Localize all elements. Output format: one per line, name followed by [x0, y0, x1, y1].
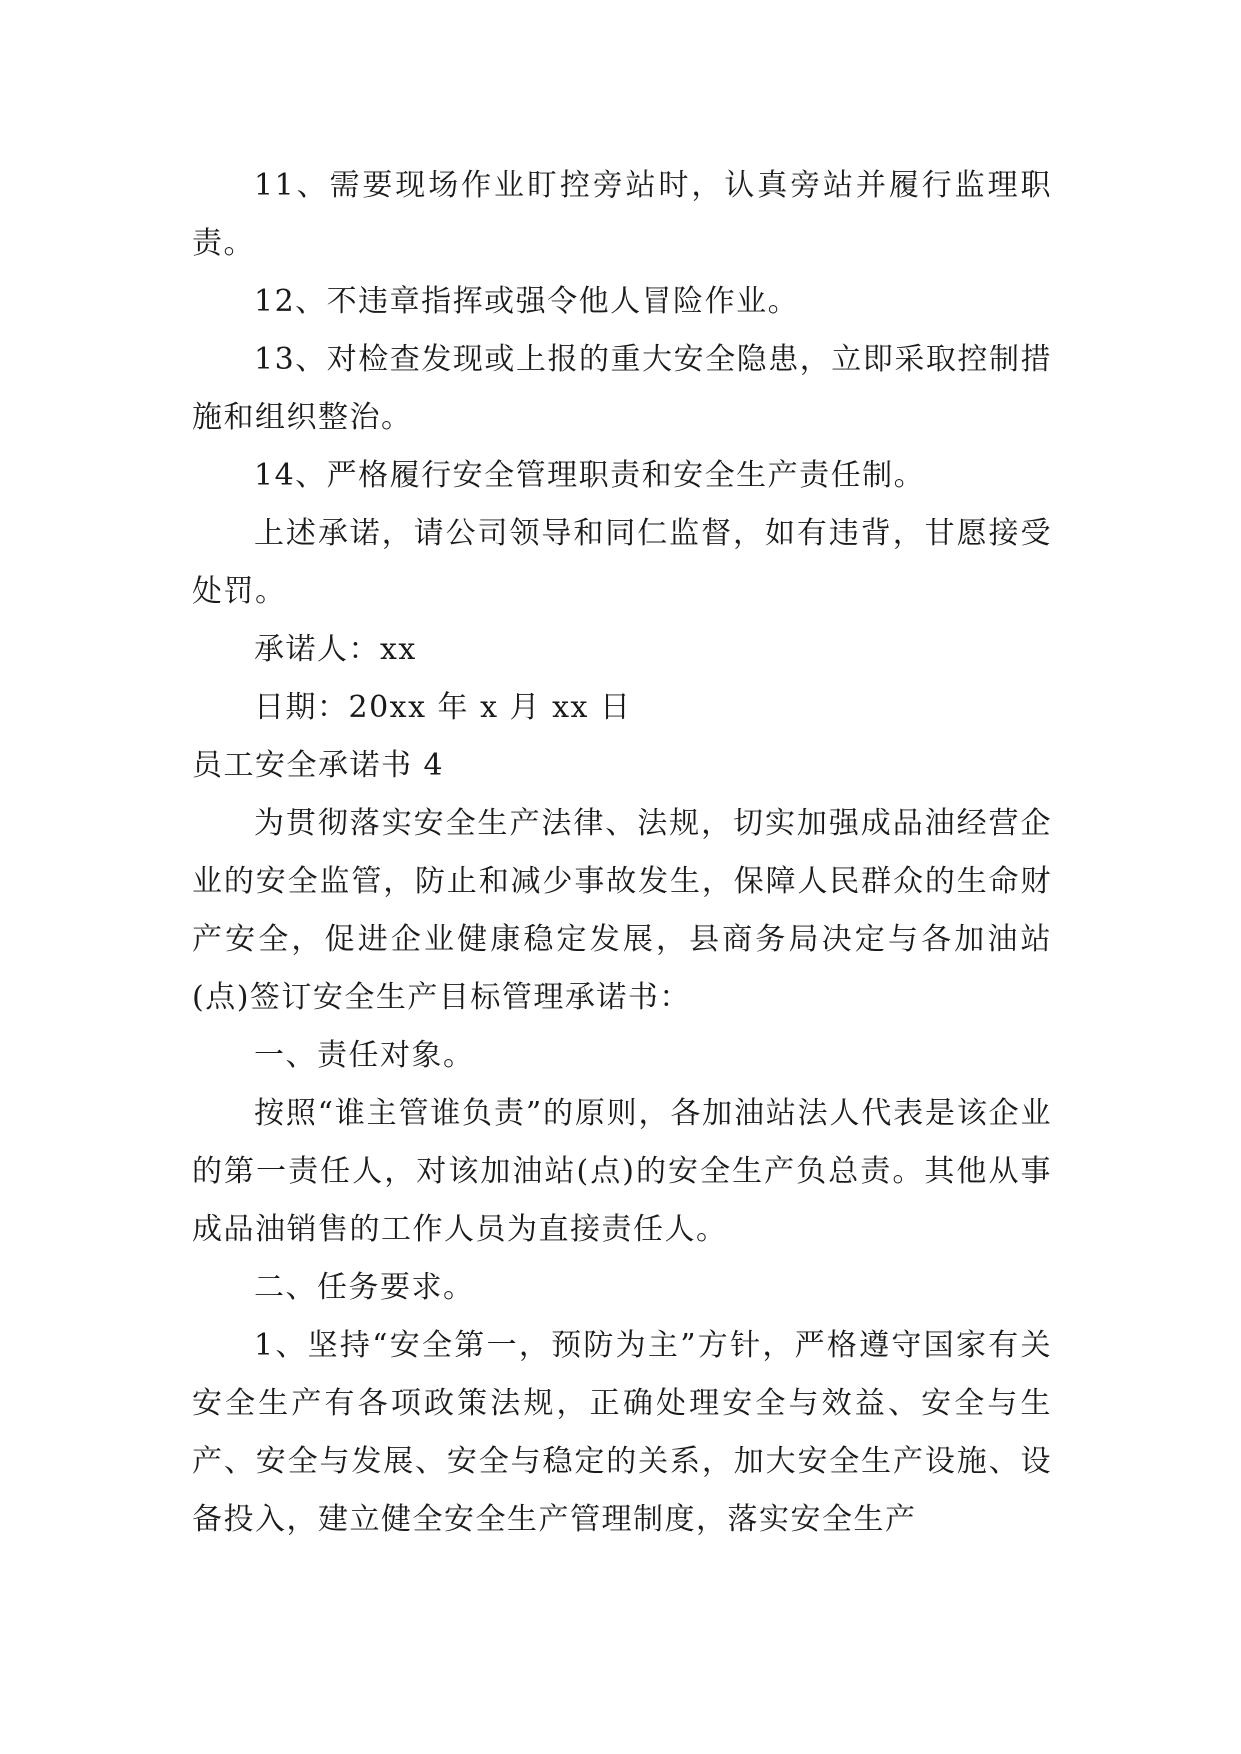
paragraph-pledge-statement: 上述承诺，请公司领导和同仁监督，如有违背，甘愿接受处罚。: [192, 516, 1052, 609]
date-line: 日期：20xx 年 x 月 xx 日: [254, 690, 632, 725]
paragraph-item-11: 11、需要现场作业盯控旁站时，认真旁站并履行监理职责。: [192, 168, 1052, 261]
paragraph-item-13: 13、对检查发现或上报的重大安全隐患，立即采取控制措施和组织整治。: [192, 342, 1052, 435]
paragraph-responsibility: 按照“谁主管谁负责”的原则，各加油站法人代表是该企业的第一责任人，对该加油站(点)的安全生产负总责。其他从事成品油销售的工作人员为直接责任人。: [192, 1096, 1052, 1247]
heading-task-requirements: 二、任务要求。: [254, 1270, 475, 1305]
paragraph-intro: 为贯彻落实安全生产法律、法规，切实加强成品油经营企业的安全监管，防止和减少事故发生，保障人民群众的生命财产安全，促进企业健康稳定发展，县商务局决定与各加油站(点)签订安全生产目标管理承诺书：: [192, 806, 1052, 1015]
paragraph-task-1: 1、坚持“安全第一，预防为主”方针，严格遵守国家有关安全生产有各项政策法规，正确处理安全与效益、安全与生产、安全与发展、安全与稳定的关系，加大安全生产设施、设备投入，建立健全安全生产管理制度，落实安全生产: [192, 1328, 1052, 1537]
signatory-line: 承诺人：xx: [254, 632, 417, 667]
heading-responsibility-object: 一、责任对象。: [254, 1038, 475, 1073]
section-title: 员工安全承诺书 4: [192, 748, 445, 783]
document-body: [192, 157, 1052, 1549]
paragraph-item-12: 12、不违章指挥或强令他人冒险作业。: [254, 284, 800, 319]
paragraph-item-14: 14、严格履行安全管理职责和安全生产责任制。: [254, 458, 926, 493]
